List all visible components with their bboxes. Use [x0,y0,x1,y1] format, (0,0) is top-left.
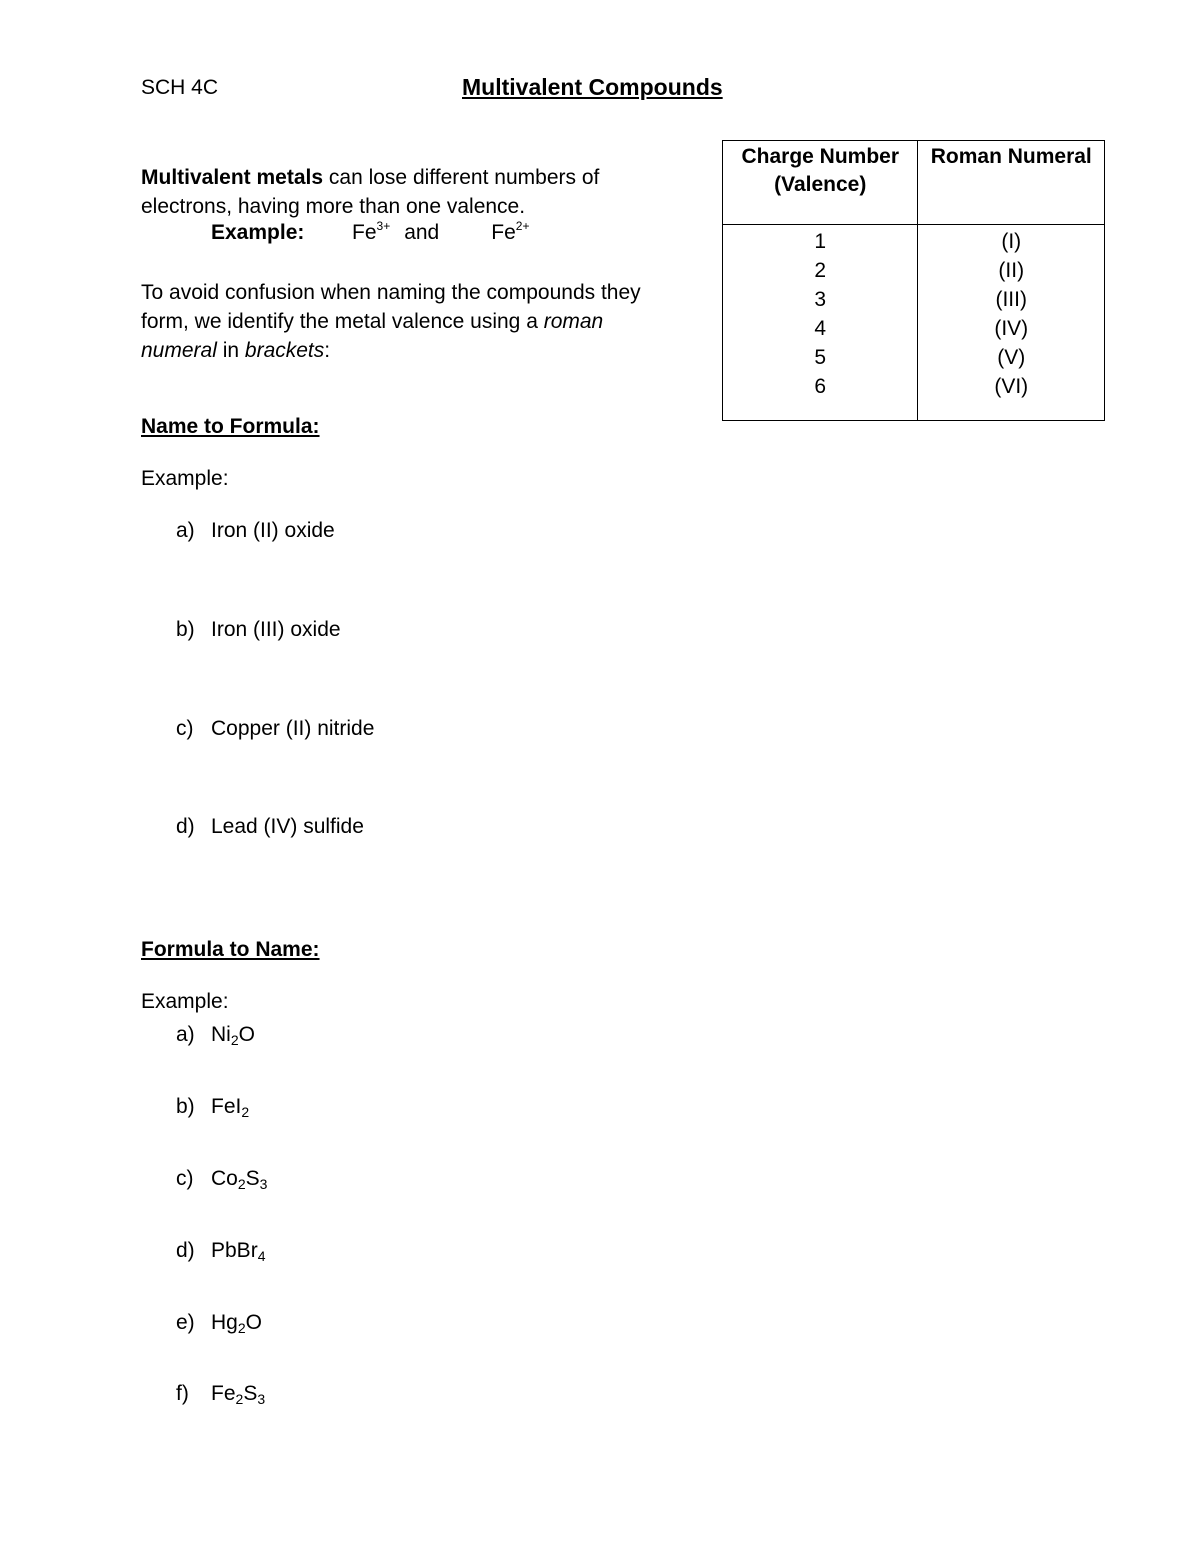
charge-number-cell [723,225,918,421]
name-to-formula-item [176,618,341,642]
item-letter: d) [176,1239,195,1262]
and-word: and [404,221,440,244]
item-letter: c) [176,717,194,740]
roman-numeral-cell [918,225,1105,421]
name-to-formula-item [176,519,335,543]
ion-fe3-symbol: Fe [352,221,377,244]
intro-line-2: electrons, having more than one valence. [141,195,526,218]
item-letter: d) [176,815,195,838]
item-letter: a) [176,1023,195,1046]
formula: $Hg_2O$ [211,1311,262,1336]
charge-number-value: 6 [814,375,827,398]
ion-fe2-charge: 2+ [515,219,530,233]
formula-to-name-example-label: Example: [141,990,229,1013]
formula-to-name-item [176,1239,265,1263]
explanation-text-1: To avoid confusion when naming the compounds they form, we identify the metal valence using a [141,281,641,333]
charge-number-value: 5 [814,346,827,369]
intro-line-1 [141,163,599,192]
item-letter: c) [176,1167,194,1190]
formula: $Ni_2O$ [211,1023,255,1048]
page-title: Multivalent Compounds [462,74,723,100]
ion-fe3 [352,221,390,245]
roman-numeral-value: (VI) [994,375,1029,398]
course-code: SCH 4C [141,76,219,99]
roman-numeral-value: (I) [1001,230,1022,253]
intro-paragraph [141,163,599,221]
roman-numeral-value: (IV) [994,317,1029,340]
charge-number-value: 4 [814,317,827,340]
roman-numeral-value: (II) [998,259,1025,282]
charge-number-value: 1 [814,230,827,253]
naming-explanation [141,278,681,365]
name-to-formula-example-label: Example: [141,467,229,490]
explanation-text-3: : [324,339,331,362]
formula-to-name-item [176,1311,262,1335]
explanation-text-2: in [216,339,245,362]
example-ions-label: Example: [211,221,305,244]
formula-to-name-item [176,1382,265,1406]
roman-numeral-value: (III) [995,288,1027,311]
formula: $Co_2S_3$ [211,1167,268,1192]
item-text: Iron (III) oxide [211,618,341,641]
header-charge-number-line2: (Valence) [774,173,867,196]
formula-to-name-item [176,1167,267,1191]
ion-fe3-charge: 3+ [376,219,391,233]
formula-to-name-heading: Formula to Name: [141,938,320,961]
formula: PbBr$_4$ [211,1239,266,1264]
roman-numeral-value: (V) [997,346,1026,369]
item-letter: a) [176,519,195,542]
name-to-formula-item [176,815,364,839]
explanation-italic-brackets: brackets [244,339,325,362]
intro-bold-term: Multivalent metals [141,166,324,189]
header-charge-number [723,141,918,225]
example-ions-line [211,221,529,245]
formula-to-name-item [176,1023,255,1047]
item-text: Copper (II) nitride [211,717,375,740]
ion-fe2 [491,221,529,245]
valence-table-body-row [723,225,1105,421]
name-to-formula-item [176,717,374,741]
formula-to-name-item [176,1095,249,1119]
intro-line-1-rest: can lose different numbers of [323,166,600,189]
header-roman-numeral: Roman Numeral [918,141,1105,225]
valence-table [722,140,1105,421]
item-text: Lead (IV) sulfide [211,815,364,838]
name-to-formula-heading: Name to Formula: [141,415,320,438]
charge-number-value: 3 [814,288,827,311]
valence-table-header-row [723,141,1105,225]
charge-number-value: 2 [814,259,827,282]
header-charge-number-line1: Charge Number [741,145,899,168]
item-letter: f) [176,1382,189,1405]
formula: $Fe_2S_3$ [211,1382,266,1407]
formula: FeI$_2$ [211,1095,250,1120]
explanation-italic-roman-numeral: roman numeral [141,310,604,362]
item-letter: b) [176,618,195,641]
ion-fe2-symbol: Fe [491,221,516,244]
item-text: Iron (II) oxide [211,519,335,542]
item-letter: b) [176,1095,195,1118]
item-letter: e) [176,1311,195,1334]
